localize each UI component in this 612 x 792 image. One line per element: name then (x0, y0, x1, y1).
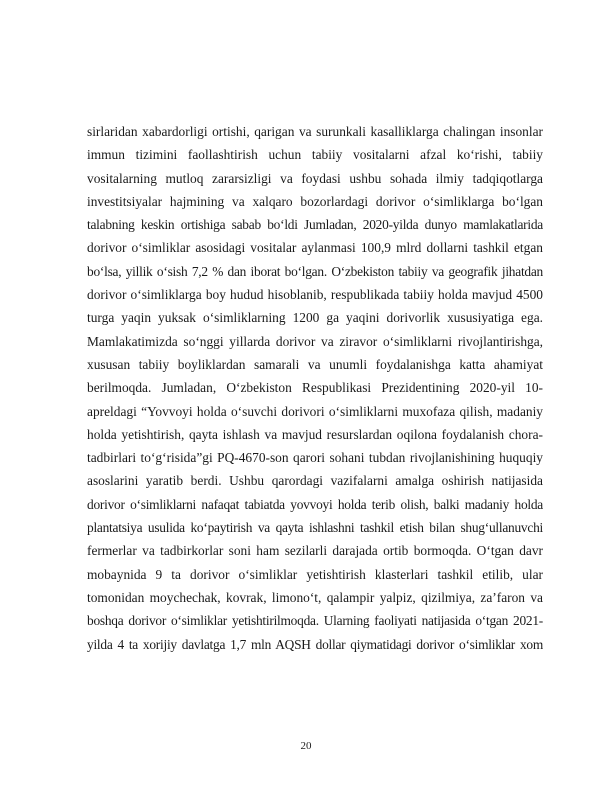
body-paragraph (87, 120, 543, 656)
page-number: 20 (300, 740, 312, 752)
text-line: asoslarini yaratib berdi. Ushbu qarordagi vazifalarni amalga oshirish natijasida (87, 473, 543, 489)
text-line: mobaynida 9 ta dorivor o‘simliklar yetishtirish klasterlari tashkil etilib, ular (87, 566, 543, 582)
text-line: immun tizimini faollashtirish uchun tabiiy vositalarni afzal ko‘rishi, tabiiy (87, 147, 543, 163)
text-line: dorivor o‘simliklarni nafaqat tabiatda yovvoyi holda terib olish, balki madaniy holda (87, 496, 543, 512)
text-line: vositalarning mutloq zararsizligi va foydasi ushbu sohada ilmiy tadqiqotlarga (87, 170, 543, 186)
text-line: investitsiyalar hajmining va xalqaro bozorlardagi dorivor o‘simliklarga bo‘lgan (87, 193, 543, 209)
text-line: apreldagi “Yovvoyi holda o‘suvchi dorivori o‘simliklarni muxofaza qilish, madaniy (87, 403, 543, 419)
text-line: fermerlar va tadbirkorlar soni ham sezilarli darajada ortib bormoqda. O‘tgan davr (87, 543, 543, 559)
text-line: dorivor o‘simliklarga boy hudud hisoblanib, respublikada tabiiy holda mavjud 4500 (87, 287, 543, 303)
text-line: dorivor o‘simliklar asosidagi vositalar aylanmasi 100,9 mlrd dollarni tashkil etgan (87, 240, 543, 256)
text-line: tadbirlari to‘g‘risida”gi PQ-4670-son qarori sohani tubdan rivojlanishining huquqiy (87, 450, 543, 466)
text-line: bo‘lsa, yillik o‘sish 7,2 % dan iborat bo‘lgan. O‘zbekiston tabiiy va geografik jihatdan (87, 263, 543, 279)
text-line: talabning keskin ortishiga sabab bo‘ldi Jumladan, 2020-yilda dunyo mamlakatlarida (87, 217, 543, 233)
text-line: Mamlakatimizda so‘nggi yillarda dorivor va ziravor o‘simliklarni rivojlantirishga, (87, 333, 543, 349)
text-line: holda yetishtirish, qayta ishlash va mavjud resurslardan oqilona foydalanish chora- (87, 426, 543, 442)
text-line: berilmoqda. Jumladan, O‘zbekiston Respublikasi Prezidentining 2020-yil 10- (87, 380, 543, 396)
text-line: plantatsiya usulida ko‘paytirish va qayta ishlashni tashkil etish bilan shug‘ullanuvchi (87, 520, 543, 536)
text-line: yilda 4 ta xorijiy davlatga 1,7 mln AQSH dollar qiymatidagi dorivor o‘simliklar xom (87, 636, 543, 652)
text-line: tomonidan moychechak, kovrak, limono‘t, qalampir yalpiz, qizilmiya, za’faron va (87, 589, 543, 605)
text-line: xususan tabiiy boyliklardan samarali va unumli foydalanishga katta ahamiyat (87, 356, 543, 372)
text-line: boshqa dorivor o‘simliklar yetishtirilmoqda. Ularning faoliyati natijasida o‘tgan 2021- (87, 613, 543, 629)
text-line: sirlaridan xabardorligi ortishi, qarigan va surunkali kasalliklarga chalingan insonlar (87, 124, 543, 139)
text-line: turga yaqin yuksak o‘simliklarning 1200 ga yaqini dorivorlik xususiyatiga ega. (87, 310, 543, 326)
